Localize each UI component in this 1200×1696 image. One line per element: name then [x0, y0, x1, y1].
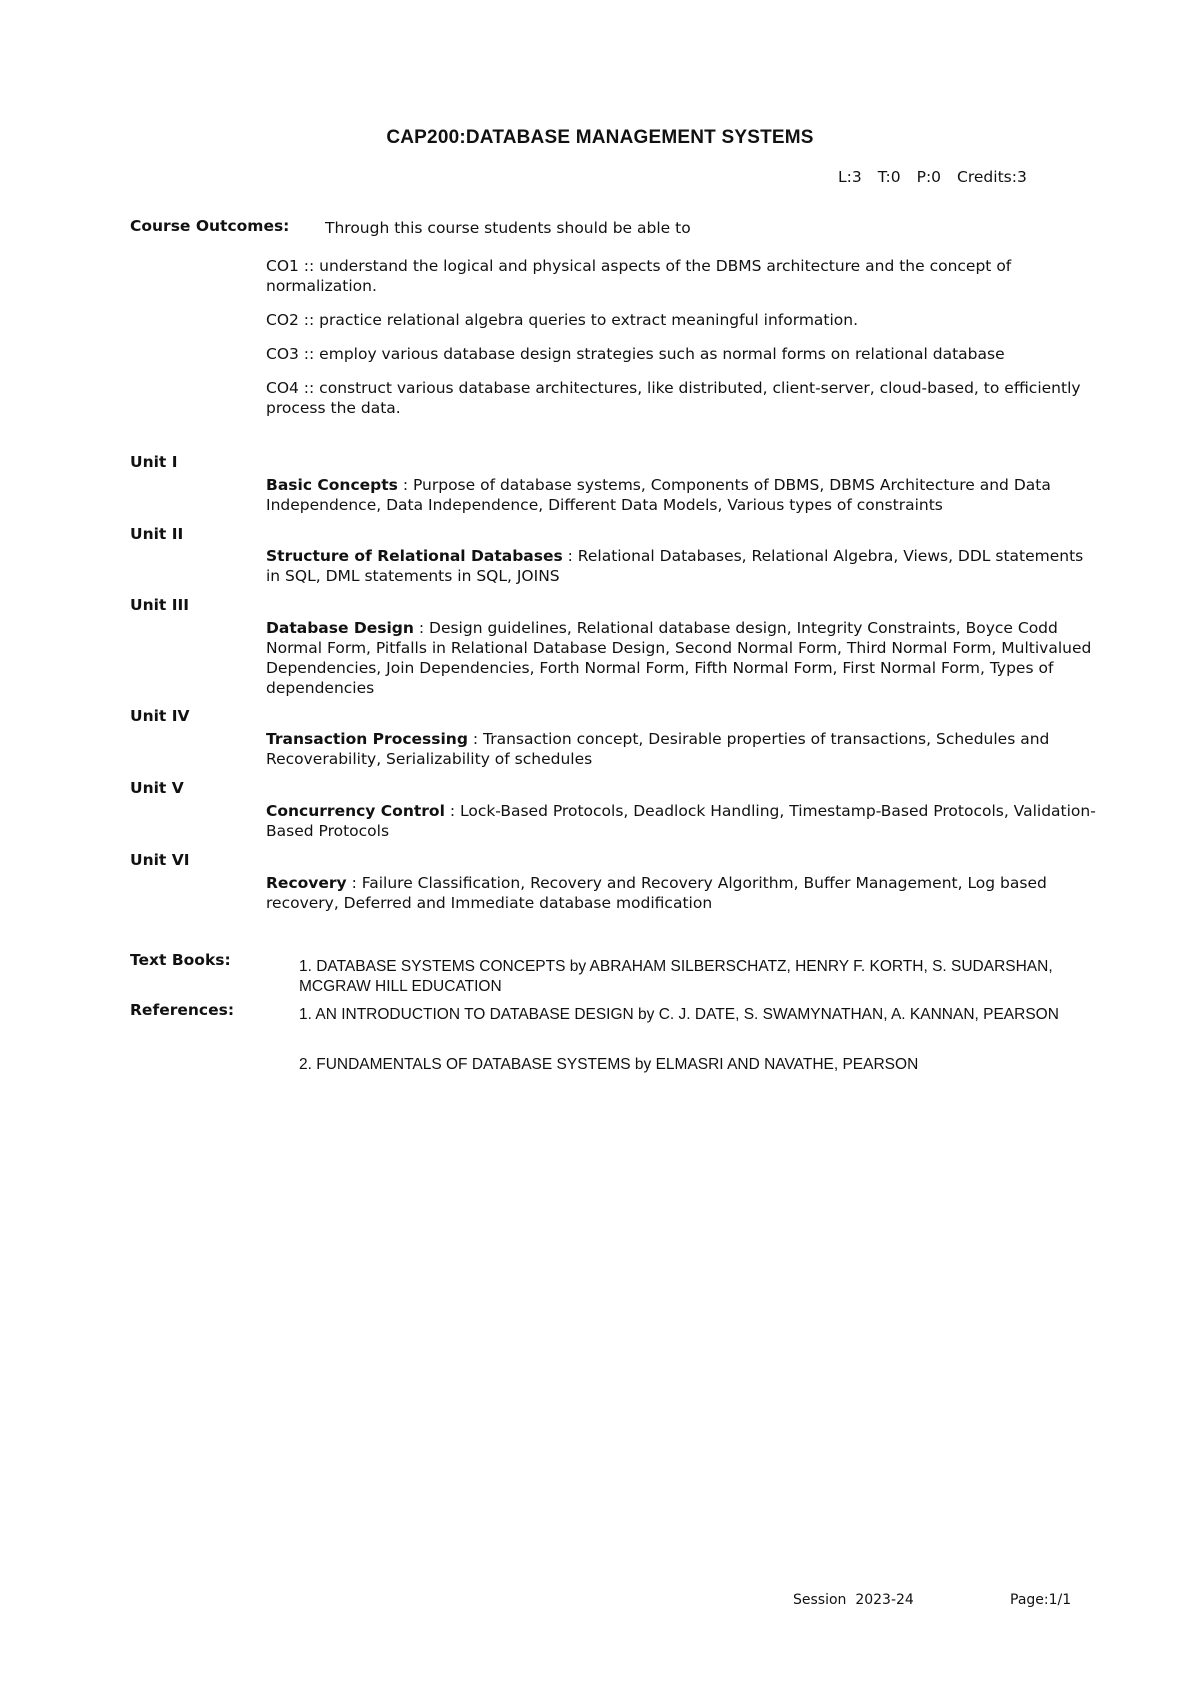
unit-1-content: [266, 475, 1101, 515]
unit-6-label: Unit VI: [130, 851, 190, 869]
text-books-label: Text Books:: [130, 951, 231, 969]
unit-3-content: [266, 618, 1101, 698]
unit-1-label: Unit I: [130, 453, 178, 471]
unit-1-heading: Basic Concepts: [266, 476, 398, 494]
unit-5-content: [266, 801, 1101, 841]
unit-5-label: Unit V: [130, 779, 184, 797]
unit-3-topics: : Design guidelines, Relational database design, Integrity Constraints, Boyce Codd Normal Form, Pitfalls in Relational Database Design, Second Normal Form, Third Normal Form, Multivalued Dependencies, Join Dependencies, Forth Normal Form, Fifth Normal Form, First Normal Form, Types of dependencies: [266, 619, 1092, 697]
unit-2-label: Unit II: [130, 525, 184, 543]
course-outcome-1: CO1 :: understand the logical and physical aspects of the DBMS architecture and the concept of normalization.: [266, 257, 1012, 295]
unit-6-heading: Recovery: [266, 874, 347, 892]
course-outcomes-intro: Through this course students should be able to: [325, 219, 691, 237]
ltp-credits: [838, 167, 1058, 187]
reference-1: 1. AN INTRODUCTION TO DATABASE DESIGN by C. J. DATE, S. SWAMYNATHAN, A. KANNAN, PEARSON: [299, 1006, 1059, 1023]
unit-2-content: [266, 546, 1101, 586]
credits: Credits:3: [957, 168, 1027, 186]
unit-3-heading: Database Design: [266, 619, 414, 637]
unit-4-heading: Transaction Processing: [266, 730, 468, 748]
practical-hours: P:0: [916, 168, 942, 186]
tutorial-hours: T:0: [877, 168, 901, 186]
unit-5-topics: : Lock-Based Protocols, Deadlock Handling, Timestamp-Based Protocols, Validation-Based Protocols: [266, 802, 1096, 840]
course-outcomes-label: Course Outcomes:: [130, 217, 290, 235]
unit-2-topics: : Relational Databases, Relational Algebra, Views, DDL statements in SQL, DML statements in SQL, JOINS: [266, 547, 1084, 585]
course-outcome-4: CO4 :: construct various database architectures, like distributed, client-server, cloud-based, to efficiently process the data.: [266, 379, 1081, 417]
text-book-1: 1. DATABASE SYSTEMS CONCEPTS by ABRAHAM SILBERSCHATZ, HENRY F. KORTH, S. SUDARSHAN, MCGRAW HILL EDUCATION: [299, 958, 1053, 995]
unit-5-heading: Concurrency Control: [266, 802, 445, 820]
unit-4-content: [266, 729, 1101, 769]
course-title: CAP200:DATABASE MANAGEMENT SYSTEMS: [386, 127, 814, 148]
course-outcome-3: CO3 :: employ various database design strategies such as normal forms on relational database: [266, 345, 1005, 363]
unit-4-label: Unit IV: [130, 707, 190, 725]
page-number: Page:1/1: [1010, 1592, 1072, 1608]
unit-4-topics: : Transaction concept, Desirable properties of transactions, Schedules and Recoverability, Serializability of schedules: [266, 730, 1050, 768]
session: Session 2023-24: [793, 1592, 914, 1608]
unit-3-label: Unit III: [130, 596, 190, 614]
unit-1-topics: : Purpose of database systems, Components of DBMS, DBMS Architecture and Data Independence, Data Independence, Different Data Models, Various types of constraints: [266, 476, 1051, 514]
course-outcome-2: CO2 :: practice relational algebra queries to extract meaningful information.: [266, 311, 859, 329]
unit-2-heading: Structure of Relational Databases: [266, 547, 563, 565]
lecture-hours: L:3: [838, 168, 862, 186]
reference-2: 2. FUNDAMENTALS OF DATABASE SYSTEMS by ELMASRI AND NAVATHE, PEARSON: [299, 1056, 919, 1073]
references-label: References:: [130, 1001, 235, 1019]
unit-6-topics: : Failure Classification, Recovery and Recovery Algorithm, Buffer Management, Log based recovery, Deferred and Immediate database modification: [266, 874, 1047, 912]
unit-6-content: [266, 873, 1101, 913]
